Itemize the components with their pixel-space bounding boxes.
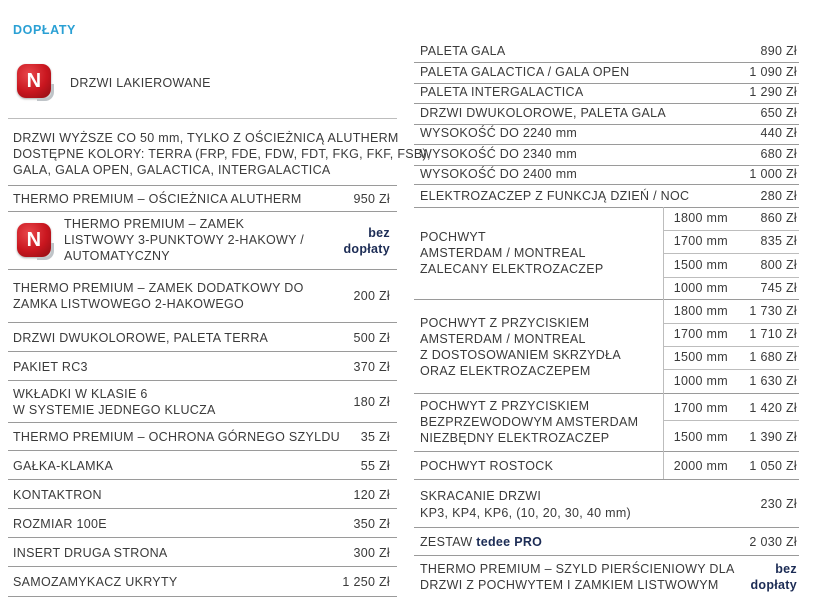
rc3-label: PAKIET RC3 — [13, 360, 88, 374]
handle-group-label: POCHWYT AMSTERDAM / MONTREAL ZALECANY ELEKTROZACZEP — [420, 230, 604, 276]
handle-price: 745 Zł — [760, 281, 797, 295]
handle-button-price: 1 730 Zł — [749, 304, 797, 318]
contactron-label: KONTAKTRON — [13, 488, 102, 502]
handle-button-size: 1500 mm — [673, 350, 728, 364]
knob-price: 55 Zł — [360, 459, 390, 473]
height-2240-label: WYSOKOŚĆ DO 2240 mm — [420, 126, 578, 140]
shield-price: 35 Zł — [360, 430, 390, 444]
tedee-label: ZESTAW tedee PRO — [420, 535, 543, 549]
height-2340-price: 680 Zł — [760, 147, 797, 161]
height-2240-price: 440 Zł — [760, 126, 797, 140]
contactron-price: 120 Zł — [353, 488, 390, 502]
handle-button-size: 1800 mm — [673, 304, 728, 318]
class6-label: WKŁADKI W KLASIE 6 W SYSTEMIE JEDNEGO KLUCZA — [13, 387, 216, 417]
handle-size: 1800 mm — [673, 211, 728, 225]
rc3-price: 370 Zł — [353, 360, 390, 374]
two-color-gala-label: DRZWI DWUKOLOROWE, PALETA GALA — [420, 106, 667, 120]
size100-label: ROZMIAR 100E — [13, 517, 107, 531]
galactica-label: PALETA GALACTICA / GALA OPEN — [420, 65, 630, 79]
thermo-extra-lock-label: THERMO PREMIUM – ZAMEK DODATKOWY DO ZAMKA LISTWOWEGO 2-HAKOWEGO — [13, 281, 304, 311]
thermo-lock-label: THERMO PREMIUM – ZAMEK LISTWOWY 3-PUNKTOWY 2-HAKOWY / AUTOMATYCZNY — [64, 217, 305, 263]
ring-shield-price: bez dopłaty — [750, 562, 797, 592]
shortening-label: SKRACANIE DRZWI KP3, KP4, KP6, (10, 20, 30, 40 mm) — [420, 489, 631, 520]
thermo-lock-price: bez dopłaty — [343, 226, 390, 256]
closer-price: 1 250 Zł — [342, 575, 390, 589]
two-color-gala-price: 650 Zł — [760, 106, 797, 120]
handle-button-price: 1 710 Zł — [749, 327, 797, 341]
insert-price: 300 Zł — [353, 546, 390, 560]
thermo-frame-label: THERMO PREMIUM – OŚCIEŻNICA ALUTHERM — [13, 192, 302, 206]
new-badge-icon: N — [17, 64, 51, 98]
handle-size: 1500 mm — [673, 258, 728, 272]
section-title: DOPŁATY — [13, 23, 76, 37]
rostock-price: 1 050 Zł — [749, 459, 797, 473]
intergalactica-label: PALETA INTERGALACTICA — [420, 85, 584, 99]
gala-price: 890 Zł — [760, 44, 797, 58]
electric-strike-price: 280 Zł — [760, 189, 797, 203]
lacquered-doors-label: DRZWI LAKIEROWANE — [70, 76, 211, 90]
two-color-terra-label: DRZWI DWUKOLOROWE, PALETA TERRA — [13, 331, 269, 345]
handle-button-size: 1000 mm — [673, 374, 728, 388]
tedee-price: 2 030 Zł — [749, 535, 797, 549]
rostock-size: 2000 mm — [673, 459, 728, 473]
handle-button-price: 1 680 Zł — [749, 350, 797, 364]
electric-strike-label: ELEKTROZACZEP Z FUNKCJĄ DZIEŃ / NOC — [420, 189, 690, 203]
size100-price: 350 Zł — [353, 517, 390, 531]
wireless-size: 1700 mm — [673, 401, 728, 415]
rostock-label: POCHWYT ROSTOCK — [420, 459, 554, 473]
galactica-price: 1 090 Zł — [749, 65, 797, 79]
knob-label: GAŁKA-KLAMKA — [13, 459, 114, 473]
wireless-group-label: POCHWYT Z PRZYCISKIEM BEZPRZEWODOWYM AMSTERDAM NIEZBĘDNY ELEKTROZACZEP — [420, 399, 639, 445]
handle-button-price: 1 630 Zł — [749, 374, 797, 388]
thermo-frame-price: 950 Zł — [353, 192, 390, 206]
wireless-size: 1500 mm — [673, 430, 728, 444]
closer-label: SAMOZAMYKACZ UKRYTY — [13, 575, 178, 589]
two-color-terra-price: 500 Zł — [353, 331, 390, 345]
shortening-price: 230 Zł — [760, 497, 797, 511]
handle-size: 1700 mm — [673, 234, 728, 248]
handle-price: 800 Zł — [760, 258, 797, 272]
handle-price: 860 Zł — [760, 211, 797, 225]
height-2340-label: WYSOKOŚĆ DO 2340 mm — [420, 147, 578, 161]
class6-price: 180 Zł — [353, 395, 390, 409]
ring-shield-label: THERMO PREMIUM – SZYLD PIERŚCIENIOWY DLA DRZWI Z POCHWYTEM I ZAMKIEM LISTWOWYM — [420, 562, 735, 592]
height-2400-label: WYSOKOŚĆ DO 2400 mm — [420, 167, 578, 181]
handle-price: 835 Zł — [760, 234, 797, 248]
shield-label: THERMO PREMIUM – OCHRONA GÓRNEGO SZYLDU — [13, 430, 341, 444]
wireless-price: 1 390 Zł — [749, 430, 797, 444]
height-2400-price: 1 000 Zł — [749, 167, 797, 181]
new-badge-icon: N — [17, 223, 51, 257]
gala-label: PALETA GALA — [420, 44, 506, 58]
wireless-price: 1 420 Zł — [749, 401, 797, 415]
handle-button-size: 1700 mm — [673, 327, 728, 341]
handle-size: 1000 mm — [673, 281, 728, 295]
intergalactica-price: 1 290 Zł — [749, 85, 797, 99]
thermo-extra-lock-price: 200 Zł — [353, 289, 390, 303]
taller-doors-description: DRZWI WYŻSZE CO 50 mm, TYLKO Z OŚCIEŻNICĄ ALUTHERM DOSTĘPNE KOLORY: TERRA (FRP, FDE, FDW, FDT, FKG, FKF, FSB), GALA, GALA OPEN, GALACTICA, INTERGALACTICA — [13, 131, 431, 177]
handle-button-group-label: POCHWYT Z PRZYCISKIEM AMSTERDAM / MONTREAL Z DOSTOSOWANIEM SKRZYDŁA ORAZ ELEKTROZACZEPEM — [420, 316, 621, 378]
insert-label: INSERT DRUGA STRONA — [13, 546, 168, 560]
